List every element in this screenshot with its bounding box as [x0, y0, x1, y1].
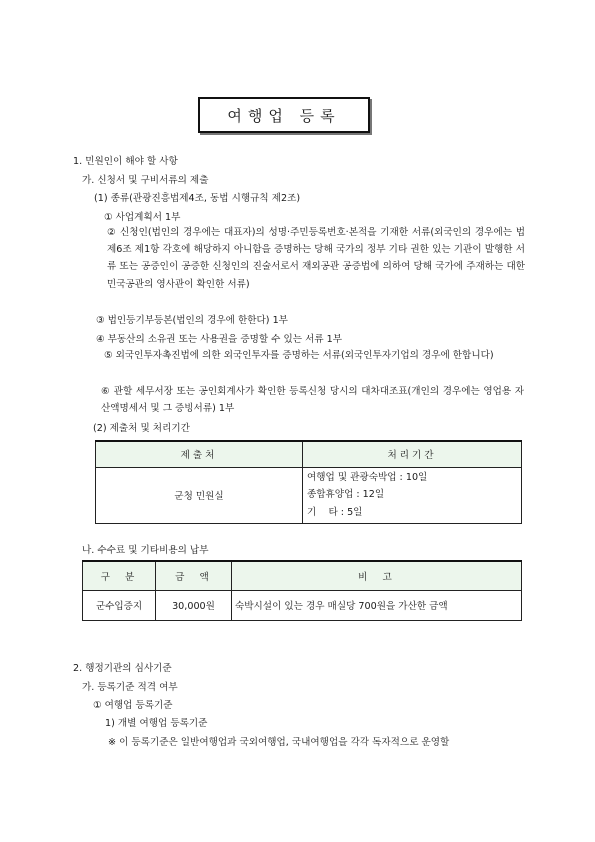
note-text: ※ 이 등록기준은 일반여행업과 국외여행업, 국내여행업을 각각 독자적으로 운영할 — [108, 737, 450, 748]
list-item: ④ 부동산의 소유권 또는 사용권을 증명할 수 있는 서류 1부 — [96, 334, 343, 345]
table-header: 금 액 — [156, 561, 232, 590]
table-cell: 여행업 및 관광숙박업 : 10일 — [307, 471, 428, 483]
table-cell: 30,000원 — [156, 590, 232, 620]
table-cell: 숙박시설이 있는 경우 매실당 700원을 가산한 금액 — [232, 590, 522, 620]
list-item: ③ 법인등기부등본(법인의 경우에 한한다) 1부 — [96, 315, 288, 326]
submission-heading: (2) 제출처 및 처리기간 — [93, 423, 190, 434]
list-item: ① 여행업 등록기준 — [93, 700, 173, 711]
section-1a-heading: 가. 신청서 및 구비서류의 제출 — [82, 175, 209, 186]
section-1b-heading: 나. 수수료 및 기타비용의 납부 — [82, 545, 209, 556]
table-cell: 기 타 : 5일 — [307, 506, 363, 518]
section-1-heading: 1. 민원인이 해야 할 사항 — [73, 156, 178, 167]
table-cell: 군청 민원실 — [96, 467, 303, 523]
section-2-heading: 2. 행정기관의 심사기준 — [73, 663, 172, 674]
types-heading: (1) 종류(관광진흥법제4조, 동법 시행규칙 제2조) — [94, 193, 301, 204]
fee-table — [82, 560, 522, 621]
table-cell: 종합휴양업 : 12일 — [307, 489, 385, 501]
page-title: 여행업 등록 — [198, 97, 370, 133]
table-header: 구 분 — [83, 561, 156, 590]
list-item: ② 신청인(법인의 경우에는 대표자)의 성명·주민등록번호·본적을 기재한 서류(외국인의 경우에는 법제6조 제1항 각호에 해당하지 아니함을 증명하는 당해 국가의 정부 기타 권한 있는 기관이 발행한 서류 또는 공증인이 공증한 신청인의 진술서로서 재외공관 공증법에 의하여 당해 국가에 주재하는 대한민국공관의 영사관이 확인한 서류) — [107, 227, 525, 290]
list-item: ⑤ 외국인투자촉진법에 의한 외국인투자를 증명하는 서류(외국인투자기업의 경우에 한합니다) — [104, 350, 494, 361]
table-cell: 군수입증지 — [83, 590, 156, 620]
submission-table — [95, 440, 522, 524]
table-header: 비 고 — [232, 561, 522, 590]
list-item: 1) 개별 여행업 등록기준 — [105, 718, 208, 729]
section-2a-heading: 가. 등록기준 적격 여부 — [82, 682, 178, 693]
table-header: 처리기간 — [303, 441, 522, 467]
table-header: 제출처 — [96, 441, 303, 467]
list-item: ① 사업계획서 1부 — [104, 212, 181, 223]
list-item: ⑥ 관할 세무서장 또는 공인회계사가 확인한 등록신청 당시의 대차대조표(개인의 경우에는 영업용 자산액명세서 및 그 증빙서류) 1부 — [101, 386, 524, 415]
